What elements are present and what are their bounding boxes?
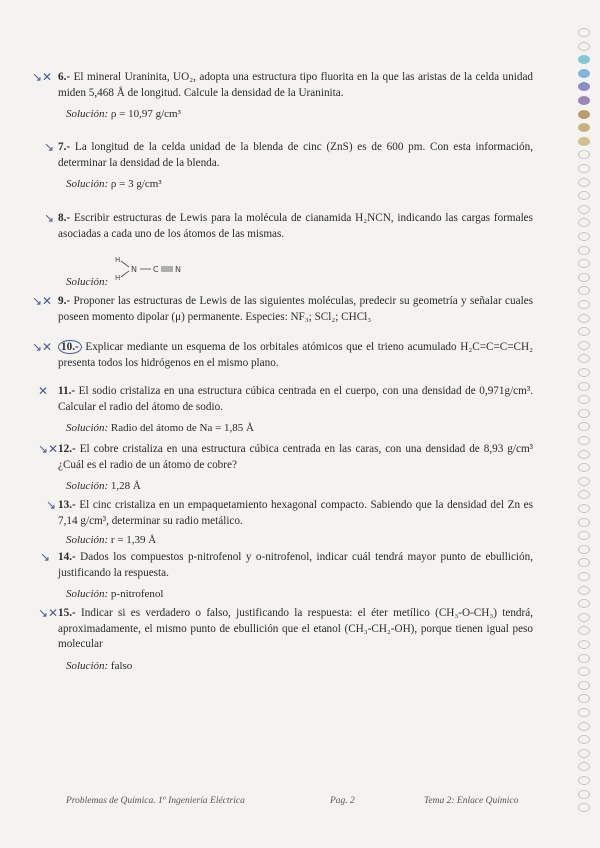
binder-ring xyxy=(578,626,590,635)
problem-text: Indicar si es verdadero o falso, justificando la respuesta: el éter metílico (CH₃-O-CH₃) tendrá, aproximadamente, el mismo punto de ebullición que el etanol (CH₃-CH₂-OH), porque tienen igual peso molecular xyxy=(58,607,534,650)
problem-text: Proponer las estructuras de Lewis de las siguientes moléculas, predecir su geometría y señalar cuales poseen momento dipolar (μ) permanente. Especies: NF₃; SCl₂; CHCl₃ xyxy=(58,295,534,323)
handwritten-mark: ↘ xyxy=(46,498,57,512)
binder-ring xyxy=(578,246,590,255)
solution-8: Solución: xyxy=(66,276,109,288)
binder-ring xyxy=(578,708,590,717)
solution-11: Solución: Radio del átomo de Na = 1,85 Å xyxy=(66,422,254,434)
problem-text: El cinc cristaliza en un empaquetamiento hexagonal compacto. Sabiendo que la densidad del Zn es 7,14 g/cm³, determinar su radio metálico. xyxy=(58,499,534,527)
binder-ring xyxy=(578,477,590,486)
footer-right: Tema 2: Enlace Químico xyxy=(424,796,519,806)
binder-ring xyxy=(578,123,590,132)
problem-number: 9.- xyxy=(58,295,71,307)
solution-14: Solución: p-nitrofenol xyxy=(66,588,164,600)
binder-ring xyxy=(578,368,590,377)
handwritten-mark: ✕ xyxy=(38,384,49,398)
binder-ring xyxy=(578,232,590,241)
binder-ring xyxy=(578,586,590,595)
problem-number: 15.- xyxy=(58,607,76,619)
binder-ring xyxy=(578,137,590,146)
binder-ring xyxy=(578,218,590,227)
binder-ring xyxy=(578,667,590,676)
problem-10 xyxy=(58,340,533,371)
binder-ring xyxy=(578,273,590,282)
binder-ring xyxy=(578,69,590,78)
binder-ring xyxy=(578,790,590,799)
binder-ring xyxy=(578,599,590,608)
handwritten-mark: ↘ xyxy=(44,140,55,154)
binder-ring xyxy=(578,341,590,350)
footer-page-number: Pag. 2 xyxy=(330,796,355,806)
problem-number: 10.- xyxy=(58,340,82,354)
binder-ring xyxy=(578,654,590,663)
lewis-structure-diagram xyxy=(113,254,203,284)
problem-text: Dados los compuestos p-nitrofenol y o-nitrofenol, indicar cuál tendrá mayor punto de ebullición, justificando la respuesta. xyxy=(58,551,533,579)
binder-ring xyxy=(578,382,590,391)
handwritten-mark: ↘ xyxy=(40,550,51,564)
problem-9 xyxy=(58,294,533,325)
binder-ring xyxy=(578,722,590,731)
binder-ring xyxy=(578,436,590,445)
handwritten-mark: ↘✕ xyxy=(32,70,53,84)
binder-ring xyxy=(578,422,590,431)
lewis-atom-n: N xyxy=(131,265,137,274)
problem-11 xyxy=(58,384,533,415)
problem-number: 11.- xyxy=(58,385,76,397)
problem-14 xyxy=(58,550,533,581)
binder-ring xyxy=(578,395,590,404)
binder-ring xyxy=(578,803,590,812)
problem-15 xyxy=(58,606,533,653)
problem-number: 6.- xyxy=(58,71,71,83)
lewis-atom-h-bottom: H xyxy=(115,274,121,282)
problem-text: El cobre cristaliza en una estructura cúbica centrada en las caras, con una densidad de 8,93 g/cm³ ¿Cuál es el radio de un átomo de cobre? xyxy=(58,443,534,471)
binder-ring xyxy=(578,735,590,744)
lewis-atom-c: C xyxy=(153,265,159,274)
handwritten-mark: ↘✕ xyxy=(38,442,59,456)
binder-rings xyxy=(578,28,592,828)
binder-ring xyxy=(578,545,590,554)
binder-ring xyxy=(578,450,590,459)
problem-text: El sodio cristaliza en una estructura cúbica centrada en el cuerpo, con una densidad de 0,971g/cm³. Calcular el radio del átomo de sodio. xyxy=(58,385,533,413)
binder-ring xyxy=(578,55,590,64)
problem-6 xyxy=(58,70,533,101)
binder-ring xyxy=(578,300,590,309)
binder-ring xyxy=(578,178,590,187)
binder-ring xyxy=(578,640,590,649)
binder-ring xyxy=(578,205,590,214)
handwritten-mark: ↘✕ xyxy=(38,606,59,620)
binder-ring xyxy=(578,572,590,581)
binder-ring xyxy=(578,96,590,105)
solution-12: Solución: 1,28 Å xyxy=(66,480,141,492)
binder-ring xyxy=(578,42,590,51)
binder-ring xyxy=(578,504,590,513)
problem-number: 14.- xyxy=(58,551,76,563)
binder-ring xyxy=(578,327,590,336)
binder-ring xyxy=(578,749,590,758)
binder-ring xyxy=(578,164,590,173)
binder-ring xyxy=(578,681,590,690)
binder-ring xyxy=(578,82,590,91)
solution-7: Solución: ρ = 3 g/cm³ xyxy=(66,178,162,190)
binder-ring xyxy=(578,28,590,37)
problem-number: 13.- xyxy=(58,499,76,511)
problem-12 xyxy=(58,442,533,473)
problem-13 xyxy=(58,498,533,529)
problem-text: Explicar mediante un esquema de los orbitales atómicos que el trieno acumulado H₂C=C=C=CH₂ presenta todos los hidrógenos en el mismo plano. xyxy=(58,341,533,369)
lewis-bond xyxy=(121,271,129,277)
problem-7 xyxy=(58,140,533,171)
solution-13: Solución: r = 1,39 Å xyxy=(66,534,157,546)
binder-ring xyxy=(578,558,590,567)
problem-number: 8.- xyxy=(58,212,71,224)
binder-ring xyxy=(578,531,590,540)
problem-text: La longitud de la celda unidad de la blenda de cinc (ZnS) es de 600 pm. Con esta información, determinar la densidad de la blenda. xyxy=(58,141,533,169)
binder-ring xyxy=(578,150,590,159)
binder-ring xyxy=(578,110,590,119)
lewis-atom-n2: N xyxy=(175,265,181,274)
binder-ring xyxy=(578,409,590,418)
binder-ring xyxy=(578,613,590,622)
handwritten-mark: ↘✕ xyxy=(32,340,53,354)
lewis-bond xyxy=(121,261,129,267)
lewis-atom-h-top: H xyxy=(115,256,121,264)
solution-6: Solución: ρ = 10,97 g/cm³ xyxy=(66,108,181,120)
binder-ring xyxy=(578,354,590,363)
problem-number: 7.- xyxy=(58,141,71,153)
binder-ring xyxy=(578,259,590,268)
footer-left: Problemas de Química. 1º Ingeniería Eléctrica xyxy=(66,796,245,806)
binder-ring xyxy=(578,314,590,323)
binder-ring xyxy=(578,776,590,785)
problem-text: Escribir estructuras de Lewis para la molécula de cianamida H₂NCN, indicando las cargas formales asociadas a cada uno de los átomos de las mismas. xyxy=(58,212,533,240)
problem-text: El mineral Uraninita, UO₂, adopta una estructura tipo fluorita en la que las aristas de la celda unidad miden 5,468 Å de longitud. Calcule la densidad de la Uraninita. xyxy=(58,71,534,99)
solution-15: Solución: falso xyxy=(66,660,133,672)
handwritten-mark: ↘✕ xyxy=(32,294,53,308)
binder-ring xyxy=(578,518,590,527)
binder-ring xyxy=(578,694,590,703)
binder-ring xyxy=(578,762,590,771)
problem-8 xyxy=(58,211,533,242)
handwritten-mark: ↘ xyxy=(44,211,55,225)
binder-ring xyxy=(578,191,590,200)
binder-ring xyxy=(578,286,590,295)
binder-ring xyxy=(578,463,590,472)
binder-ring xyxy=(578,490,590,499)
problem-number: 12.- xyxy=(58,443,76,455)
